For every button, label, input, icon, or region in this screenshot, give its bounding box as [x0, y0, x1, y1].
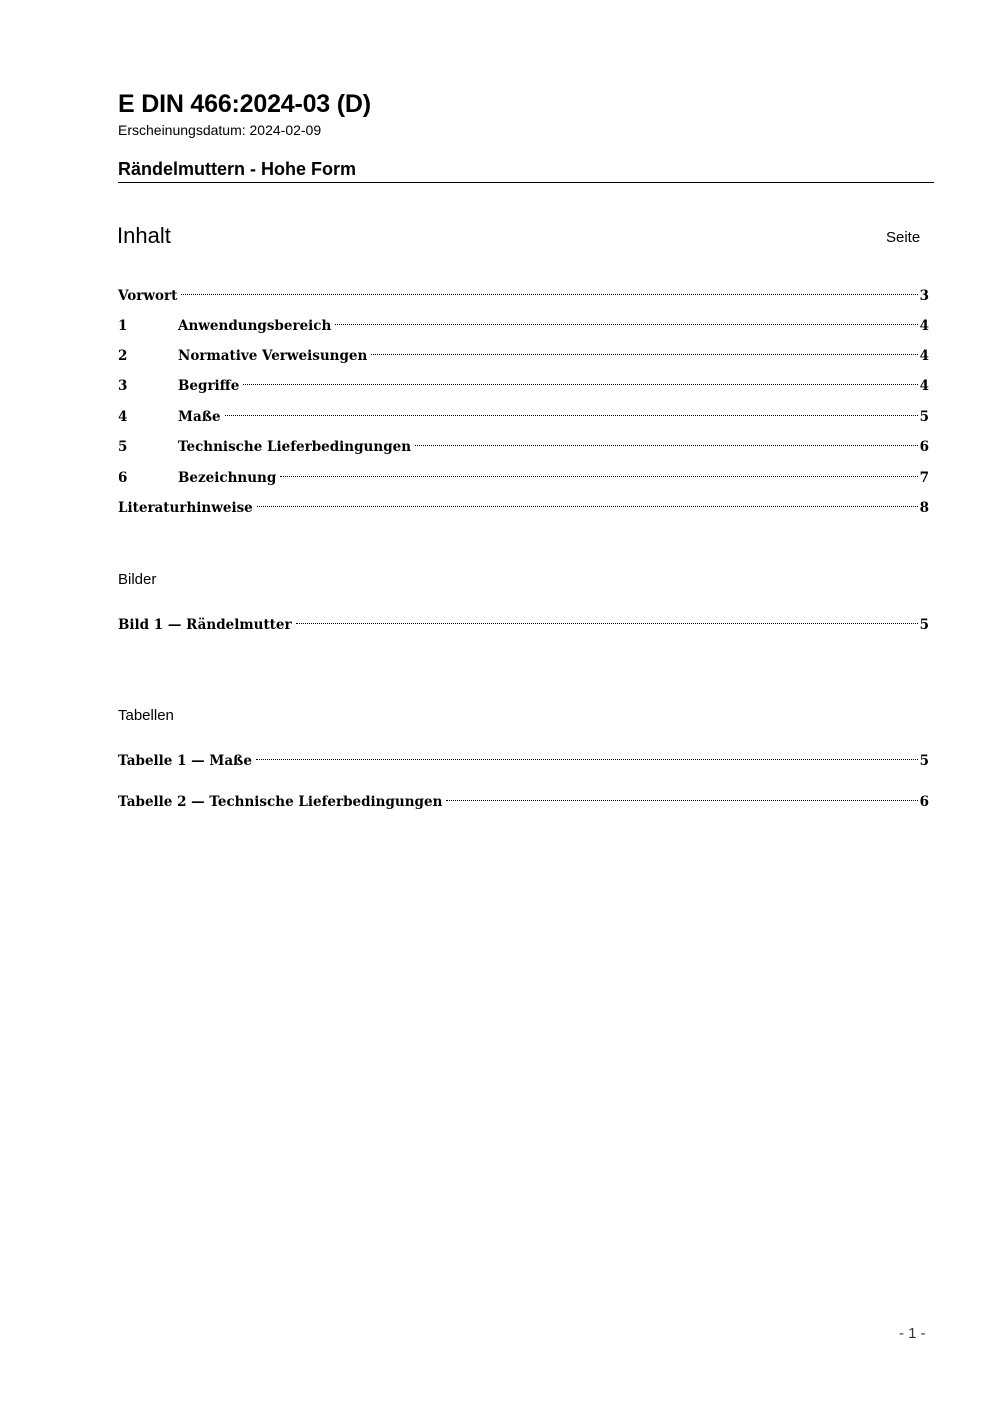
table-entry-2[interactable] [118, 786, 929, 810]
dot-leader [243, 370, 917, 390]
toc-entry-title: Maße [178, 409, 221, 425]
toc-entry-number: 5 [118, 439, 128, 455]
toc-entry-page: 4 [919, 378, 929, 394]
figures-heading: Bilder [118, 571, 157, 588]
dot-leader [335, 310, 917, 330]
title-divider [118, 182, 934, 183]
document-id: E DIN 466:2024-03 (D) [118, 90, 371, 118]
toc-entry-title: Bezeichnung [178, 470, 277, 486]
toc-entry-literaturhinweise[interactable] [118, 492, 929, 516]
toc-entry-vorwort[interactable] [118, 280, 929, 304]
toc-heading: Inhalt [117, 223, 171, 248]
toc-entry-page: 8 [919, 500, 929, 516]
toc-entry-6[interactable] [118, 462, 929, 486]
dot-leader [280, 462, 917, 482]
toc-entry-page: 3 [919, 288, 929, 304]
toc-entry-2[interactable] [118, 340, 929, 364]
table-entry-title: Tabelle 2 — Technische Lieferbedingungen [118, 794, 443, 810]
toc-entry-title: Begriffe [178, 378, 240, 394]
toc-entry-page: 5 [919, 409, 929, 425]
toc-entry-title: Vorwort [118, 288, 178, 304]
table-entry-page: 5 [919, 753, 929, 769]
toc-entry-number: 6 [118, 470, 128, 486]
toc-entry-title: Literaturhinweise [118, 500, 253, 516]
toc-entry-number: 1 [118, 318, 128, 334]
toc-entry-3[interactable] [118, 370, 929, 394]
dot-leader [371, 340, 917, 360]
toc-entry-number: 2 [118, 348, 128, 364]
table-entry-1[interactable] [118, 745, 929, 769]
dot-leader [415, 431, 918, 451]
dot-leader [181, 280, 917, 300]
dot-leader [296, 609, 918, 629]
toc-entry-5[interactable] [118, 431, 929, 455]
toc-entry-title: Technische Lieferbedingungen [178, 439, 412, 455]
table-entry-page: 6 [919, 794, 929, 810]
toc-entry-title: Normative Verweisungen [178, 348, 368, 364]
publication-date: Erscheinungsdatum: 2024-02-09 [118, 122, 322, 138]
toc-entry-page: 4 [919, 318, 929, 334]
dot-leader [257, 492, 918, 512]
toc-entry-page: 4 [919, 348, 929, 364]
dot-leader [256, 745, 918, 765]
toc-entry-4[interactable] [118, 401, 929, 425]
figure-entry-1[interactable] [118, 609, 929, 633]
figure-entry-page: 5 [919, 617, 929, 633]
page-number: - 1 - [899, 1325, 926, 1342]
table-entry-title: Tabelle 1 — Maße [118, 753, 252, 769]
toc-entry-title: Anwendungsbereich [178, 318, 332, 334]
toc-entry-page: 6 [919, 439, 929, 455]
dot-leader [446, 786, 917, 806]
toc-entry-number: 3 [118, 378, 128, 394]
dot-leader [225, 401, 918, 421]
toc-entry-page: 7 [919, 470, 929, 486]
tables-heading: Tabellen [118, 707, 174, 724]
page-column-label: Seite [886, 229, 921, 246]
toc-entry-number: 4 [118, 409, 128, 425]
toc-entry-1[interactable] [118, 310, 929, 334]
figure-entry-title: Bild 1 — Rändelmutter [118, 617, 292, 633]
document-title: Rändelmuttern - Hohe Form [118, 159, 357, 179]
